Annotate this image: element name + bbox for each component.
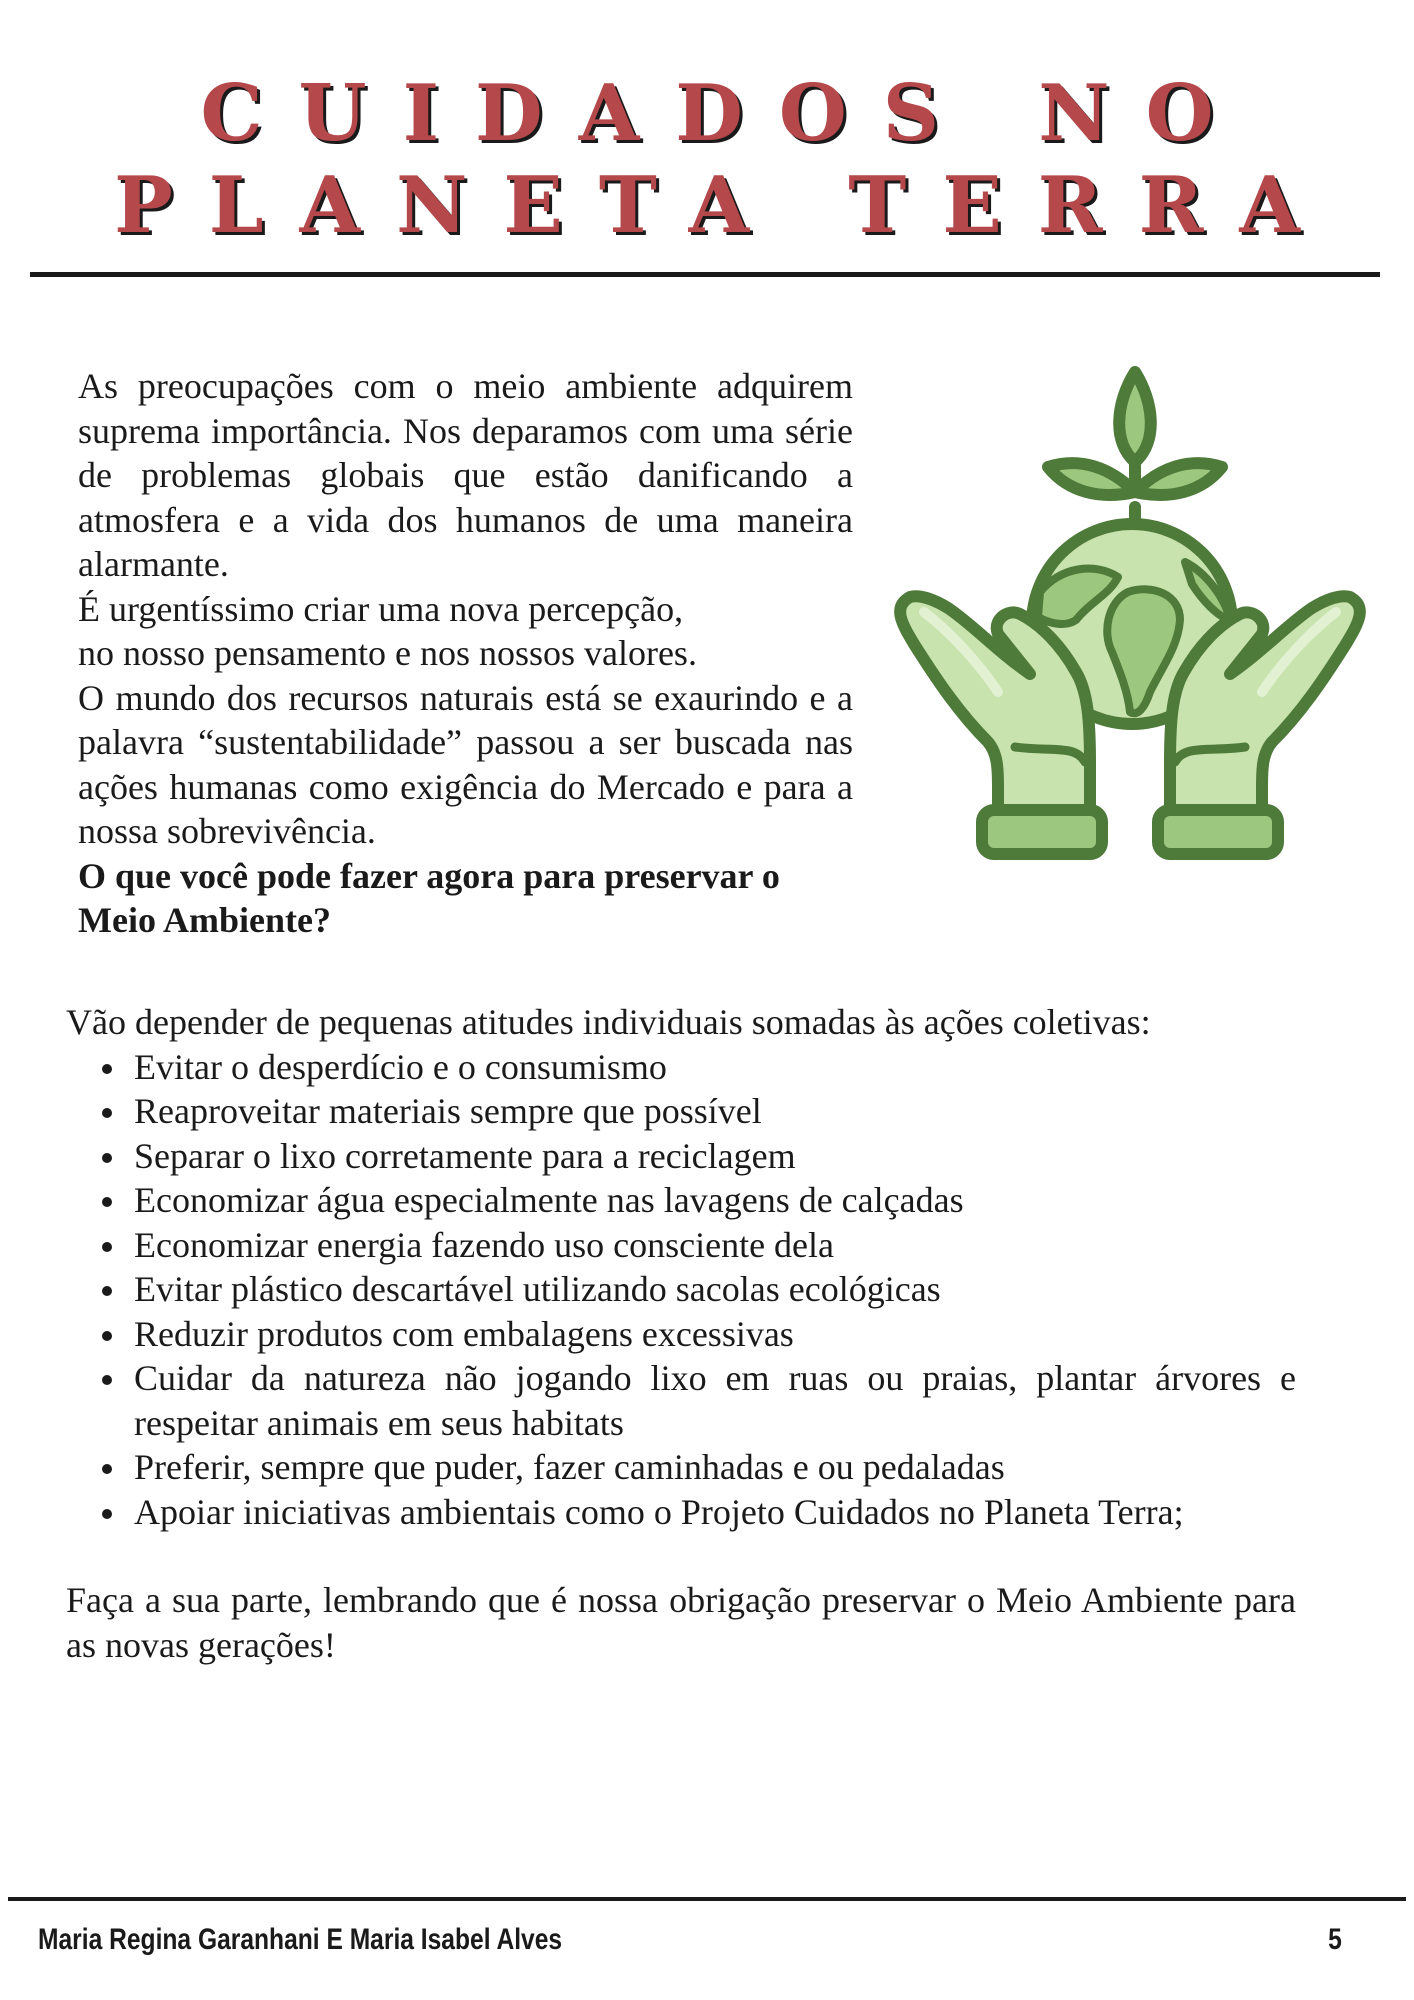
- list-item: Separar o lixo corretamente para a reciclagem: [134, 1134, 1296, 1179]
- list-item: Evitar plástico descartável utilizando sacolas ecológicas: [134, 1267, 1296, 1312]
- list-item: Apoiar iniciativas ambientais como o Projeto Cuidados no Planeta Terra;: [134, 1490, 1296, 1535]
- list-item: Economizar água especialmente nas lavagens de calçadas: [134, 1178, 1296, 1223]
- intro-text: [78, 364, 853, 943]
- list-item: Reduzir produtos com embalagens excessivas: [134, 1312, 1296, 1357]
- intro-paragraph-2-line-2: no nosso pensamento e nos nossos valores.: [78, 633, 697, 673]
- list-item: Reaproveitar materiais sempre que possível: [134, 1089, 1296, 1134]
- intro-paragraph-2-line-1: É urgentíssimo criar uma nova percepção,: [78, 588, 684, 629]
- intro-question: O que você pode fazer agora para preservar o Meio Ambiente?: [78, 855, 780, 940]
- page-title-line-1: CUIDADOS NO: [200, 68, 1250, 159]
- page-number: 5: [1328, 1923, 1342, 1956]
- list-item: Evitar o desperdício e o consumismo: [134, 1045, 1296, 1090]
- list-item: Economizar energia fazendo uso consciente dela: [134, 1223, 1296, 1268]
- page-footer: [38, 1920, 1342, 1960]
- list-item: Preferir, sempre que puder, fazer caminhadas e ou pedaladas: [134, 1445, 1296, 1490]
- list-item: Cuidar da natureza não jogando lixo em ruas ou praias, plantar árvores e respeitar animais em seus habitats: [134, 1356, 1296, 1445]
- intro-paragraph-3: O mundo dos recursos naturais está se exaurindo e a palavra “sustentabilidade” passou a ser buscada nas ações humanas como exigência do Mercado e para a nossa sobrevivência.: [78, 677, 853, 851]
- intro-paragraph-1: As preocupações com o meio ambiente adquirem suprema importância. Nos deparamos com uma série de problemas globais que estão danificando a atmosfera e a vida dos humanos de uma maneira alarmante.: [78, 366, 853, 584]
- actions-intro: Vão depender de pequenas atitudes individuais somadas às ações coletivas:: [66, 1002, 1151, 1042]
- hands-holding-earth-with-sprout-icon: [880, 362, 1380, 862]
- header-divider: [30, 272, 1380, 277]
- footer-authors: Maria Regina Garanhani E Maria Isabel Alves: [38, 1923, 563, 1956]
- closing-paragraph: Faça a sua parte, lembrando que é nossa obrigação preservar o Meio Ambiente para as novas gerações!: [66, 1580, 1296, 1665]
- page-title: [0, 68, 1414, 252]
- actions-list: [66, 1045, 1296, 1535]
- actions-section: [66, 1000, 1296, 1667]
- page-title-line-2: PLANETA TERRA: [114, 160, 1336, 251]
- footer-divider: [8, 1897, 1406, 1901]
